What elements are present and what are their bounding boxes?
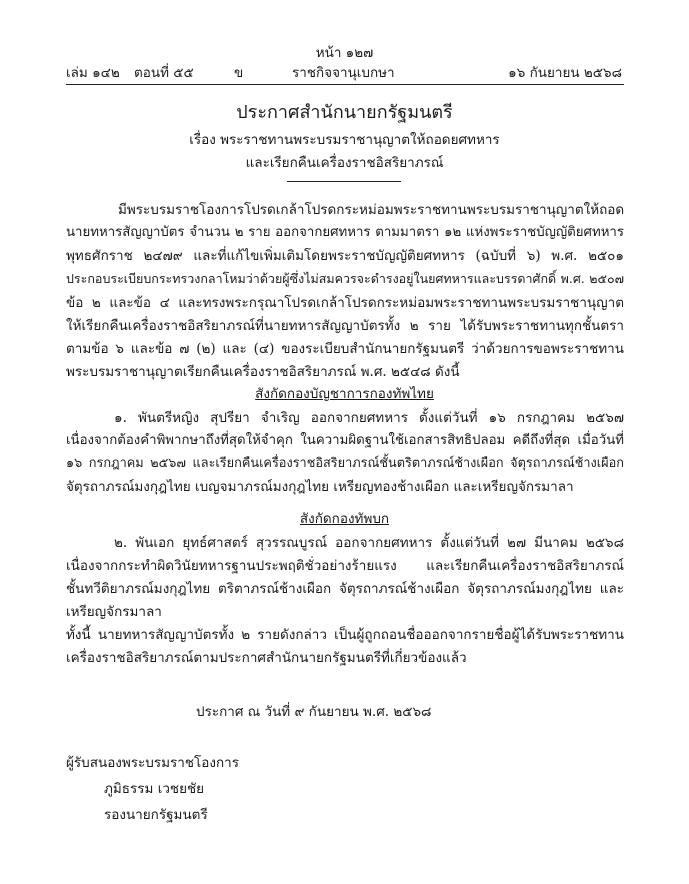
signatory-position: รองนายกรัฐมนตรี	[104, 807, 208, 823]
section-2-line: ๒. พันเอก ยุทธ์ศาสตร์ สุวรรณบูรณ์ ออกจากยศทหาร ตั้งแต่วันที่ ๒๗ มีนาคม ๒๕๖๘	[114, 535, 624, 551]
page-title: ประกาศสำนักนายกรัฐมนตรี	[236, 102, 453, 123]
intro-line: ตามข้อ ๖ และข้อ ๗ (๒) และ (๔) ของระเบียบสำนักนายกรัฐมนตรี ว่าด้วยการขอพระราชทาน	[66, 341, 624, 357]
volume-label: เล่ม ๑๔๒	[66, 65, 120, 81]
intro-line: พุทธศักราช ๒๔๗๙ และที่แก้ไขเพิ่มเติมโดยพระราชบัญญัติยศทหาร (ฉบับที่ ๖) พ.ศ. ๒๕๐๑	[66, 248, 624, 264]
signatory-name: ภูมิธรรม เวชยชัย	[104, 781, 205, 797]
header-divider	[66, 84, 624, 85]
section-2-heading: สังกัดกองทัพบก	[299, 511, 390, 527]
section-1-line: ๑๖ กรกฎาคม ๒๕๖๗ และเรียกคืนเครื่องราชอิสริยาภรณ์ชั้นตริตาภรณ์ช้างเผือก จัตุรถาภรณ์ช้างเผือก	[66, 456, 624, 471]
page-number: หน้า ๑๒๗	[315, 45, 374, 61]
intro-line: มีพระบรมราชโองการโปรดเกล้าโปรดกระหม่อมพระราชทานพระบรมราชานุญาตให้ถอด	[118, 202, 625, 218]
section-2-line: เนื่องจากกระทำผิดวินัยทหารฐานประพฤติชั่วอย่างร้ายแรง และเรียกคืนเครื่องราชอิสริยาภรณ์	[66, 558, 624, 574]
subject-line-2: และเรียกคืนเครื่องราชอิสริยาภรณ์	[245, 155, 444, 171]
closing-line: เครื่องราชอิสริยาภรณ์ตามประกาศสำนักนายกรัฐมนตรีที่เกี่ยวข้องแล้ว	[66, 650, 467, 666]
section-1-line: จัตุรถาภรณ์มงกุฎไทย เบญจมาภรณ์มงกุฎไทย เหรียญทองช้างเผือก และเหรียญจักรมาลา	[66, 479, 574, 495]
subject-line-1: เรื่อง พระราชทานพระบรมราชานุญาตให้ถอดยศทหาร	[189, 132, 500, 148]
announced-date: ประกาศ ณ วันที่ ๙ กันยายน พ.ศ. ๒๕๖๘	[196, 704, 432, 720]
intro-line: ข้อ ๒ และข้อ ๔ และทรงพระกรุณาโปรดเกล้าโปรดกระหม่อมพระราชทานพระบรมราชานุญาต	[66, 295, 624, 311]
section-2-line: เหรียญจักรมาลา	[66, 604, 162, 620]
section-2-line: ชั้นทวีติยาภรณ์มงกุฎไทย ตริตาภรณ์ช้างเผือก จัตุรถาภรณ์ช้างเผือก จัตุรถาภรณ์มงกุฎไทย และ	[66, 581, 624, 597]
section-label: ข	[234, 65, 244, 81]
intro-line: ประกอบระเบียบกระทรวงกลาโหมว่าด้วยผู้ซึ่งไม่สมควรจะดำรงอยู่ในยศทหารและบรรดาศักดิ์ พ.ศ. ๒๕๐๗	[66, 271, 624, 286]
section-1-line: เนื่องจากต้องคำพิพากษาถึงที่สุดให้จำคุก ในความผิดฐานใช้เอกสารสิทธิปลอม คดีถึงที่สุด เมื่อวันที่	[66, 433, 624, 448]
intro-line: นายทหารสัญญาบัตร จำนวน ๒ ราย ออกจากยศทหาร ตามมาตรา ๑๒ แห่งพระราชบัญญัติยศทหาร	[66, 225, 624, 240]
publication-name: ราชกิจจานุเบกษา	[292, 65, 395, 81]
gazette-header	[66, 64, 622, 84]
intro-line: ให้เรียกคืนเครื่องราชอิสริยาภรณ์ที่นายทหารสัญญาบัตรทั้ง ๒ ราย ได้รับพระราชทานทุกชั้นตรา	[66, 318, 624, 334]
section-1-heading: สังกัดกองบัญชาการกองทัพไทย	[255, 386, 434, 402]
publication-date: ๑๖ กันยายน ๒๕๖๘	[508, 65, 622, 81]
intro-line: พระบรมราชานุญาตเรียกคืนเครื่องราชอิสริยาภรณ์ พ.ศ. ๒๕๔๘ ดังนี้	[66, 364, 460, 380]
section-1-line: ๑. พันตรีหญิง สุปรียา จำเริญ ออกจากยศทหาร ตั้งแต่วันที่ ๑๖ กรกฎาคม ๒๕๖๗	[114, 410, 624, 426]
issue-label: ตอนที่ ๕๕	[134, 65, 194, 81]
countersign-label: ผู้รับสนองพระบรมราชโองการ	[66, 755, 239, 771]
closing-line: ทั้งนี้ นายทหารสัญญาบัตรทั้ง ๒ รายดังกล่าว เป็นผู้ถูกถอนชื่อออกจากรายชื่อผู้ได้รับพระราชทาน	[66, 627, 624, 643]
title-divider	[287, 181, 401, 182]
